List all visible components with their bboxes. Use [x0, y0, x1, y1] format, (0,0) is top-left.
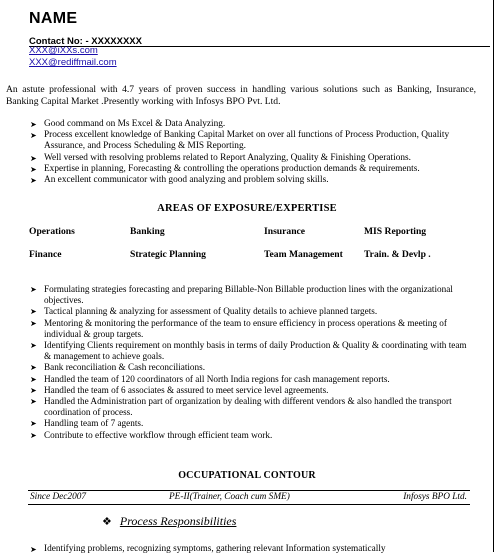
- email-link-1[interactable]: XXX@iXXs.com: [29, 45, 98, 56]
- contact-number: Contact No: - XXXXXXXX: [29, 36, 142, 47]
- candidate-name: NAME: [29, 10, 78, 27]
- occupational-company: Infosys BPO Ltd.: [403, 492, 467, 502]
- expertise-item-strategic-planning: Strategic Planning: [130, 249, 206, 260]
- list-item: ➤ Handled the team of 6 associates & assured to meet service level agreements.: [30, 384, 329, 395]
- arrow-bullet-icon: ➤: [30, 176, 37, 186]
- diamond-bullet-icon: ❖: [102, 516, 112, 528]
- arrow-bullet-icon: ➤: [30, 385, 37, 395]
- list-item: ➤ Contribute to effective workflow through efficient team work.: [30, 429, 273, 440]
- expertise-item-banking: Banking: [130, 226, 165, 237]
- list-item: ➤ An excellent communicator with good analyzing and problem solving skills.: [30, 175, 329, 186]
- occupational-role: PE-II(Trainer, Coach cum SME): [169, 492, 290, 502]
- email-link-2[interactable]: XXX@rediffmail.com: [29, 57, 117, 68]
- arrow-bullet-icon: ➤: [30, 363, 37, 373]
- arrow-bullet-icon: ➤: [30, 318, 37, 328]
- list-item: ➤ Identifying problems, recognizing symptoms, gathering relevant Information systematically: [30, 544, 386, 554]
- arrow-bullet-icon: ➤: [30, 285, 37, 294]
- list-item: ➤ Process excellent knowledge of Banking Capital Market on over all functions of Process Production, Quality Assurance, and Process Scheduling & MIS Reporting.: [30, 130, 450, 152]
- list-item: ➤ Formulating strategies forecasting and preparing Billable-Non Billable production lines with the organizational objectives.: [30, 284, 453, 306]
- arrow-bullet-icon: ➤: [30, 131, 37, 141]
- arrow-bullet-icon: ➤: [30, 374, 37, 384]
- list-item: ➤ Expertise in planning, Forecasting & controlling the operations production demands & requirements.: [30, 163, 420, 174]
- process-list: [30, 544, 473, 555]
- occupational-since: Since Dec2007: [30, 492, 87, 502]
- arrow-bullet-icon: ➤: [30, 341, 37, 351]
- list-item: ➤ Bank reconciliation & Cash reconciliations.: [30, 362, 205, 373]
- list-item: ➤ Handled the team of 120 coordinators of all North India regions for cash management reports.: [30, 373, 390, 384]
- arrow-bullet-icon: ➤: [30, 164, 37, 174]
- occupational-heading: OCCUPATIONAL CONTOUR: [178, 470, 316, 481]
- list-item: ➤ Mentoring & monitoring the performance of the team to ensure efficiency in process operations & meeting of individual & group targets.: [30, 317, 447, 339]
- expertise-item-insurance: Insurance: [264, 226, 306, 237]
- arrow-bullet-icon: ➤: [30, 307, 37, 317]
- header-divider: [29, 46, 490, 47]
- process-title: Process Responsibilities: [119, 514, 237, 528]
- occupational-bottom-rule: [28, 504, 470, 505]
- profile-summary: An astute professional with 4.7 years of proven success in handling various solutions such as Banking, Insurance, Banking Capital Market .Presently working with Infosys BPO Pvt. Ltd.: [6, 84, 476, 107]
- duties-list: [30, 284, 473, 441]
- arrow-bullet-icon: ➤: [30, 397, 37, 407]
- expertise-item-team-management: Team Management: [264, 249, 343, 260]
- arrow-bullet-icon: ➤: [30, 430, 37, 440]
- arrow-bullet-icon: ➤: [30, 153, 37, 163]
- arrow-bullet-icon: ➤: [30, 545, 37, 554]
- list-item: ➤ Handling team of 7 agents.: [30, 418, 144, 429]
- skills-list: [30, 119, 476, 186]
- list-item: ➤ Tactical planning & analyzing for assessment of Quality details to achieve planned targets.: [30, 306, 378, 317]
- expertise-item-train-devlp: Train. & Devlp .: [364, 249, 431, 260]
- list-item: ➤ Good command on Ms Excel & Data Analyzing.: [30, 119, 226, 129]
- arrow-bullet-icon: ➤: [30, 120, 37, 129]
- expertise-item-operations: Operations: [29, 226, 75, 237]
- expertise-item-finance: Finance: [29, 249, 62, 260]
- occupational-top-rule: [28, 490, 470, 491]
- expertise-heading: AREAS OF EXPOSURE/EXPERTISE: [157, 203, 337, 214]
- list-item: ➤ Handled the Administration part of organization by dealing with different vendors & also handled the transport coordination of process.: [30, 396, 452, 418]
- arrow-bullet-icon: ➤: [30, 419, 37, 429]
- process-responsibilities-heading: [102, 514, 236, 529]
- list-item: ➤ Well versed with resolving problems related to Report Analyzing, Quality & Finishing Operations.: [30, 152, 411, 163]
- expertise-item-mis-reporting: MIS Reporting: [364, 226, 427, 237]
- list-item: ➤ Identifying Clients requirement on monthly basis in terms of daily Production & Quality & coordinating with team & management to achieve goals.: [30, 340, 467, 362]
